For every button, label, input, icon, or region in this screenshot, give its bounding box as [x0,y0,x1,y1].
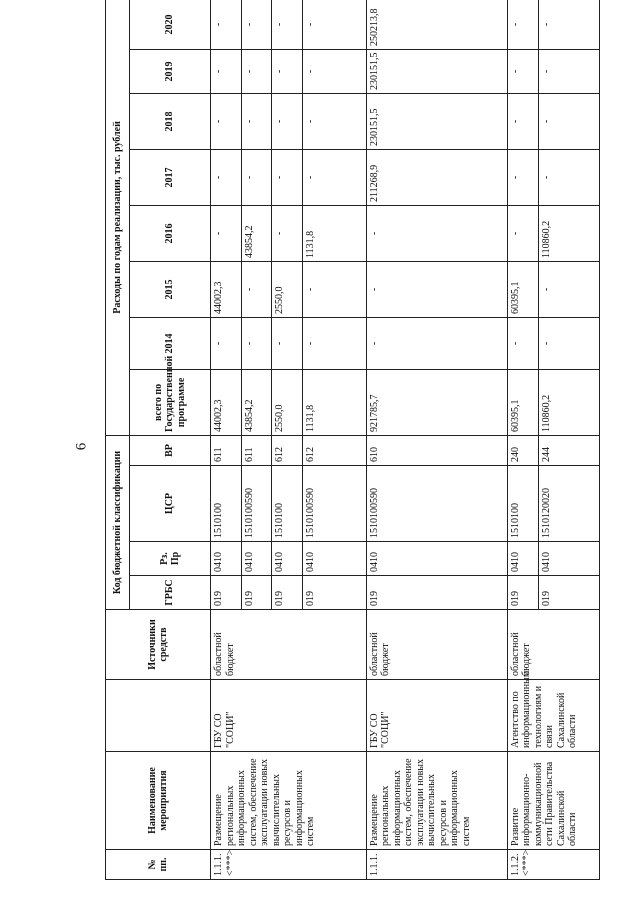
header-year: 2016 [130,205,211,261]
header-year: 2018 [130,93,211,149]
table-row [507,0,538,880]
cell-csr: 1510100590 [303,466,366,542]
cell-total: 1131,8 [303,369,366,435]
cell-grbs: 019 [366,576,507,610]
cell-year: - [272,93,303,149]
header-name: Наименование мероприятия [106,752,211,850]
cell-total: 110860,2 [538,369,599,435]
cell-grbs: 019 [272,576,303,610]
cell-year: - [366,317,507,369]
cell-year: - [272,317,303,369]
cell-grbs: 019 [303,576,366,610]
cell-vr: 610 [366,435,507,465]
cell-year: 1131,8 [303,205,366,261]
cell-executor: Агентство по информационным технологиям и связи Сахалинской области [507,680,599,752]
cell-grbs: 019 [538,576,599,610]
cell-year: - [272,205,303,261]
cell-total: 43854,2 [241,369,272,435]
cell-year: - [241,149,272,205]
cell-rzpr: 0410 [241,542,272,576]
cell-year: 211268,9 [366,149,507,205]
cell-year: - [507,0,538,49]
header-csr: ЦСР [130,466,211,542]
cell-source: областной бюджет [507,610,599,680]
cell-rzpr: 0410 [211,542,242,576]
cell-csr: 1510120020 [538,466,599,542]
cell-year: - [211,317,242,369]
cell-no: 1.1.1. <***> [211,850,367,880]
header-year: 2015 [130,261,211,317]
cell-year: - [241,49,272,93]
cell-year: - [507,317,538,369]
cell-csr: 1510100 [211,466,242,542]
cell-rzpr: 0410 [507,542,538,576]
table-row [366,0,507,880]
cell-year: - [211,49,242,93]
cell-year: - [538,0,599,49]
cell-year: - [272,0,303,49]
cell-name: Развитие информационно-коммуникационной сети Правительства Сахалинской области [507,752,599,850]
cell-total: 60395,1 [507,369,538,435]
cell-name: Размещение региональных информационных систем, обеспечение эксплуатации новых вычислительных ресурсов и информационных систем [366,752,507,850]
cell-grbs: 019 [211,576,242,610]
cell-vr: 612 [272,435,303,465]
cell-year: - [211,149,242,205]
cell-year: - [303,149,366,205]
cell-year: - [303,49,366,93]
header-year: 2014 [130,317,211,369]
cell-year: - [241,93,272,149]
cell-vr: 244 [538,435,599,465]
header-expenses: Расходы по годам реализации, тыс. рублей [106,0,130,435]
rotated-table-container [105,0,600,880]
cell-year: - [211,93,242,149]
cell-year: - [272,149,303,205]
cell-year: 250213,8 [366,0,507,49]
header-year: 2019 [130,49,211,93]
table-row [211,0,242,880]
cell-csr: 1510100 [507,466,538,542]
cell-year: - [241,261,272,317]
cell-year: - [272,49,303,93]
header-source: Источники средств [106,610,211,680]
cell-year: - [303,261,366,317]
header-no: № пп. [106,850,211,880]
header-vr: ВР [130,435,211,465]
cell-year: - [538,149,599,205]
cell-year: - [303,317,366,369]
cell-rzpr: 0410 [272,542,303,576]
header-total: всего по Государственной программе [130,369,211,435]
cell-rzpr: 0410 [366,542,507,576]
cell-year: - [507,49,538,93]
cell-year: - [241,317,272,369]
cell-year: - [211,205,242,261]
cell-year: 2550,0 [272,261,303,317]
cell-grbs: 019 [507,576,538,610]
cell-source: областной бюджет [366,610,507,680]
cell-csr: 1510100590 [241,466,272,542]
header-kbk: Код бюджетной классификации [106,435,130,609]
cell-year: - [211,0,242,49]
cell-year: 230151,5 [366,93,507,149]
cell-year: 110860,2 [538,205,599,261]
cell-executor: ГБУ СО "СОЦИ" [366,680,507,752]
cell-year: 44002,3 [211,261,242,317]
cell-vr: 240 [507,435,538,465]
cell-year: - [366,205,507,261]
cell-year: - [507,205,538,261]
cell-no: 1.1.2. <***> [507,850,599,880]
cell-csr: 1510100590 [366,466,507,542]
budget-table [105,0,600,880]
cell-year: - [507,149,538,205]
cell-vr: 611 [211,435,242,465]
cell-vr: 611 [241,435,272,465]
cell-year: - [507,93,538,149]
cell-year: - [241,0,272,49]
cell-total: 921785,7 [366,369,507,435]
cell-year: - [538,261,599,317]
cell-name: Размещение региональных информационных систем, обеспечение эксплуатации новых вычислительных ресурсов и информационных систем [211,752,367,850]
page-number: 6 [73,442,90,451]
header-year: 2017 [130,149,211,205]
cell-no: 1.1.1. [366,850,507,880]
cell-total: 2550,0 [272,369,303,435]
cell-total: 44002,3 [211,369,242,435]
cell-year: 60395,1 [507,261,538,317]
header-rzpr: Рз. Пр [130,542,211,576]
header-executor [106,680,211,752]
cell-year: - [366,261,507,317]
cell-executor: ГБУ СО "СОЦИ" [211,680,367,752]
header-grbs: ГРБС [130,576,211,610]
header-year: 2020 [130,0,211,49]
cell-rzpr: 0410 [538,542,599,576]
cell-year: - [538,93,599,149]
cell-year: - [538,49,599,93]
cell-vr: 612 [303,435,366,465]
cell-source: областной бюджет [211,610,367,680]
cell-grbs: 019 [241,576,272,610]
cell-year: 230151,5 [366,49,507,93]
cell-year: - [538,317,599,369]
cell-year: - [303,93,366,149]
cell-year: - [303,0,366,49]
cell-rzpr: 0410 [303,542,366,576]
cell-year: 43854,2 [241,205,272,261]
cell-csr: 1510100 [272,466,303,542]
